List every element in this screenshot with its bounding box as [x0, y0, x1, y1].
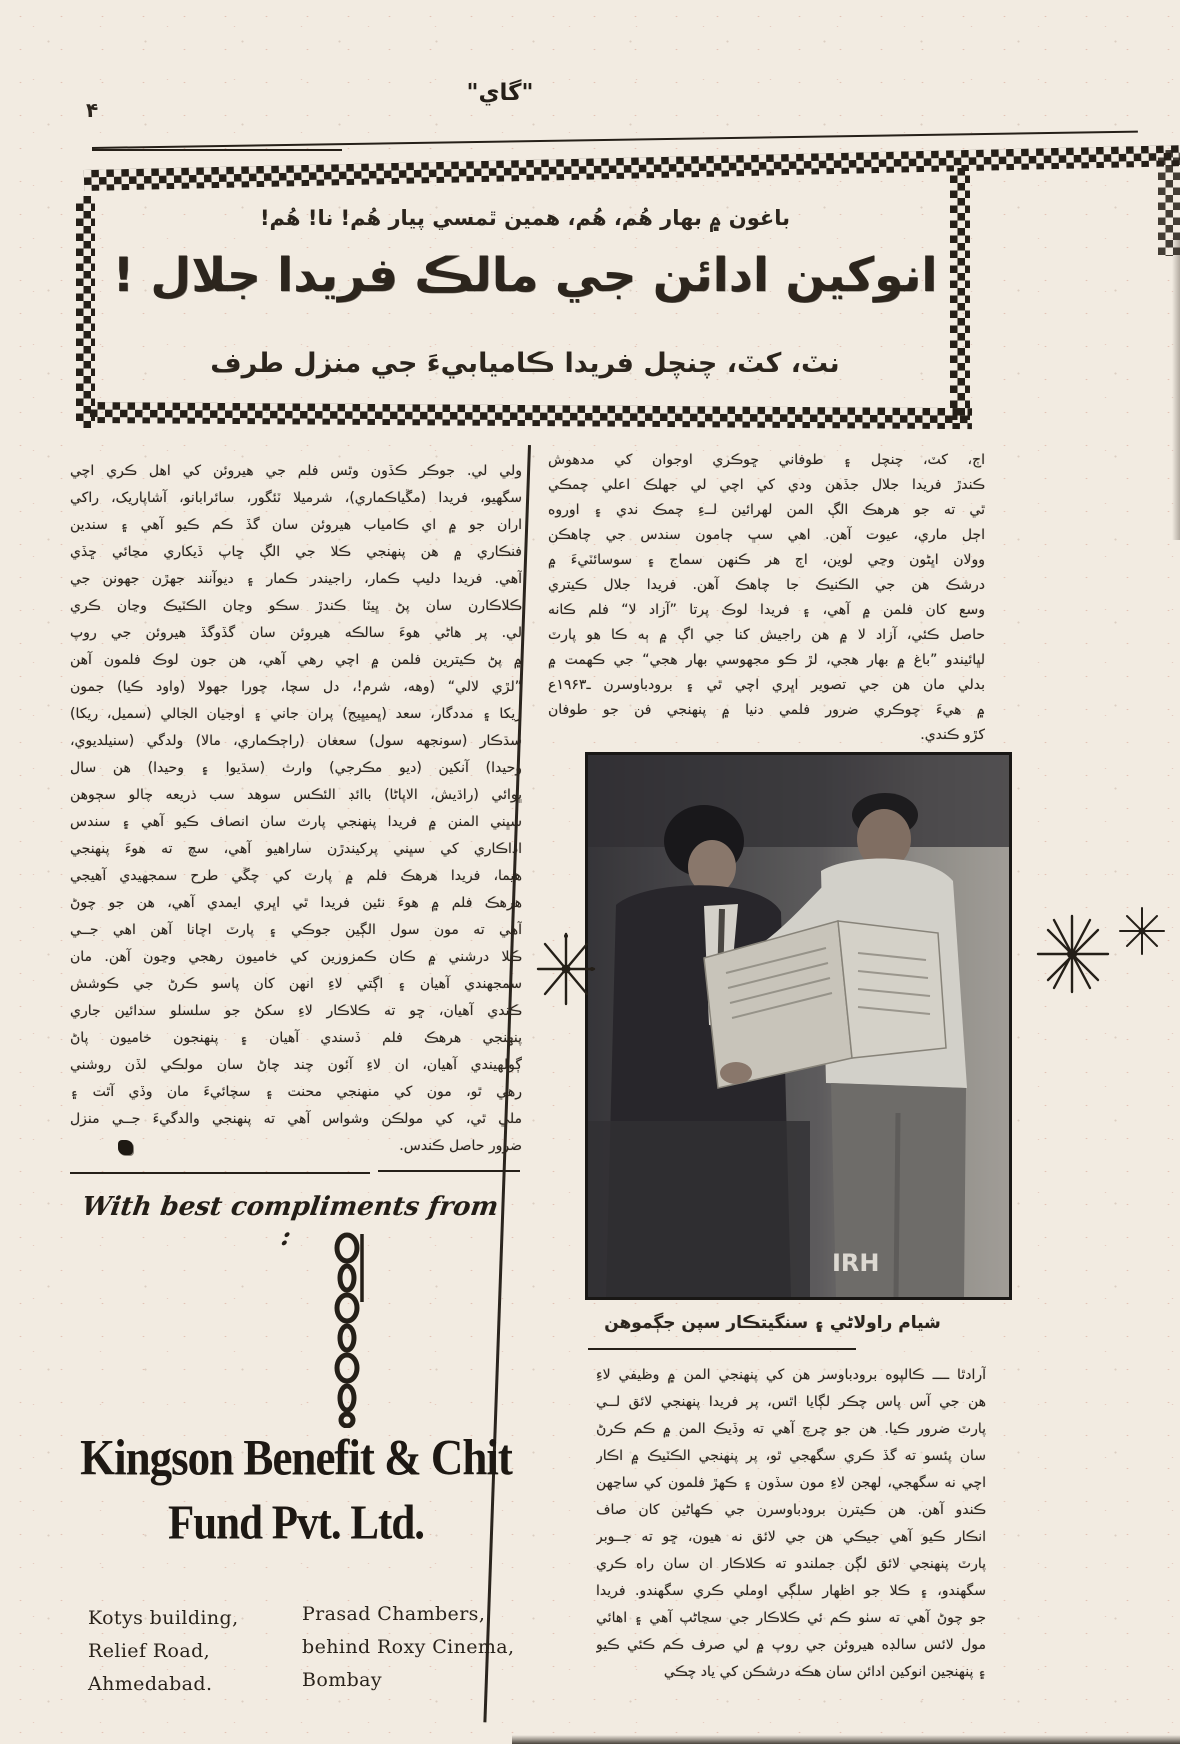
scan-edge-smudge-right: [1172, 240, 1180, 540]
masthead-title: "گاي": [466, 80, 534, 106]
text-line: سمجهندي آهيان ۽ اڳتي لاءِ انهن کان پاسو ڪرڻ جي ڪوشش: [70, 976, 522, 992]
header-rule-segment: [92, 149, 342, 151]
text-line: درشڪ هن جي الڪنيڪ جا چاهڪ آهن. فريدا جلال ڪيتري: [548, 577, 985, 593]
text-line: ڪندو آهن. هن ڪيترن برودباوسرن جي ڪهاڻين کان صاف: [596, 1502, 986, 1518]
text-line: ملي ٿي، کي مولڪن وشواس آهي ته پنهنجي والدگيءَ جــي منزل: [70, 1111, 522, 1127]
text-line: Ahmedabad.: [88, 1673, 213, 1695]
checker-border-bottom: [90, 402, 972, 429]
text-line: هيما، فريدا هرهڪ فلم ۾ پارٽ کي چڱي طرح سمجهيدي آهيجي: [70, 868, 522, 884]
compliments-text: With best compliments from :: [79, 1192, 501, 1252]
company-name-line1: Kingson Benefit & Chit: [80, 1429, 512, 1486]
article-right-column-bottom: [596, 1362, 986, 1686]
text-line: آهي ته مون سول الڳين جوڪي ۽ پارٽ اچانا آهن اهي جــي: [70, 922, 522, 938]
caption-rule: [588, 1348, 856, 1350]
text-line: پارٽ ضرور ڪيا. هن جو چرچ آهي ته وڏيڪ المن ۾ ڪم ڪرڻ: [596, 1421, 986, 1437]
end-of-article-ornament-icon: [118, 1140, 133, 1155]
ad-subheadline: نٽ، کٽ، چنچل فريدا ڪاميابيءَ جي منزل طرف: [210, 348, 840, 379]
text-line: اران جو ۾ اي ڪامياب هيروئن سان گڏ ڪم ڪيو آهي ۽ سندين: [70, 517, 522, 533]
checker-border-top: [84, 145, 1180, 191]
text-line: سڌڪار (سونجهه سول) سعغان (راڄڪماري، مالا) ولدگي (سنيلديوي،: [70, 733, 522, 749]
sparkle-left-icon: [534, 928, 598, 1012]
text-line: ڀوائي (راڌيش، الاپاڻا) باائڊ الئڪس سوهد سب ذريعه چالو سڄوهن: [70, 787, 522, 803]
text-line: اڄ، کٽ، چنچل ۽ طوفاني ڇوڪري اوجوان کي مدهوش: [548, 452, 985, 468]
text-line: وحيدا) آنکين (ديو مڪرجي) وارث (سڌيوا ۽ وحيدا) هن سال: [70, 760, 522, 776]
article-photo: [585, 752, 1012, 1300]
text-line: سگهيو، فريدا (مڱياڪماري)، شرميلا ٽئگور، سائرابانو، آشاپاريک، راکي: [70, 490, 522, 506]
text-line: پنهنجي هرهڪ فلم ڏسندي آهيان ۽ پنهنجون خاميون پاڻ: [70, 1030, 522, 1046]
text-line: ۾ پڻ ڪيترين فلمن ۾ اچي رهي آهي، هن جون لوڪ فلمون آهن: [70, 652, 522, 668]
text-line: Relief Road,: [88, 1640, 211, 1662]
text-line: سان پئسو ته گڏ ڪري سگهجي ٿو، پر پنهنجي الڪٽيڪ ۾ اڪار: [596, 1448, 986, 1464]
photo-illustration: [588, 755, 1009, 1297]
text-line: ۾ هيءَ چوڪري ضرور فلمي دنيا ۾ پنهنجي فن جو طوفان: [548, 702, 985, 718]
text-line: فنڪاري ۾ هن پنهنجي ڪلا جي الڳ ڇاپ ڏيکاري مڃائي ڇڏي: [70, 544, 522, 560]
text-line: لڀائيندو ”باغ ۾ بهار هجي، لڙ ڪو مجهوسي بهار هجي“ جي ڪهمت ۾: [548, 652, 985, 668]
company-address-right: [302, 1598, 527, 1697]
text-line: Prasad Chambers,: [302, 1603, 486, 1625]
text-line: behind Roxy Cinema,: [302, 1636, 515, 1658]
text-line: بدلي مان هن جي تصوير اڀري اچي ٿي ۽ برودباوسرن ـ۱۹۶۳ع: [548, 677, 985, 693]
checker-border-right: [950, 168, 970, 420]
header-rule: [92, 131, 1138, 149]
photo-caption: شيام راولاڻي ۽ سنگيتڪار سپن جڳموهن: [604, 1313, 941, 1333]
article-right-column-top: [548, 448, 985, 748]
text-line: ڪلا درشني ۾ ڪان ڪمزورين کي خاميون رهجي وڃون آهن. مان: [70, 949, 522, 965]
text-line: Kotys building,: [88, 1607, 239, 1629]
text-line: پارٽ پنهنجي لائق لڳن جملندو ته ڪلاڪار ان سان راه ڪري: [596, 1556, 986, 1572]
page-number: ۴: [86, 98, 99, 122]
text-line: ڪندي آهيان، ڇو ته ڪلاڪار لاءِ سکڻ جو سلسلو سدائين جاري: [70, 1003, 522, 1019]
text-line: کڙو ڪندي.: [920, 727, 985, 743]
text-line: ولي لي. جوڪر ڪڏون وٿس فلم جي هيروئن کي اهل ڪري اچي: [70, 463, 522, 479]
ad-separator-rule-segment: [378, 1170, 520, 1172]
text-line: وولان اڀڻون وڃي لوين، اڄ هر ڪنهن سماج ۽ سوسائٽيءَ ۾: [548, 552, 985, 568]
text-line: ضرور حاصل ڪندس.: [399, 1138, 522, 1154]
text-line: حاصل ڪئي، آزاد لا ۾ هن راجيش کنا جي اڳ ۾ ٻه ڪا هو پارٽ: [548, 627, 985, 643]
scan-edge-smudge-bottom: [512, 1735, 1180, 1744]
text-line: وسع کان فلمن ۾ آهي، ۽ فريدا لوڪ پرتا ”آزاد لا“ فلم ڪانه: [548, 602, 985, 618]
ad-headline: انوکين ادائن جي مالڪ فريدا جلال !: [112, 248, 938, 303]
text-line: آهي. فريدا دليپ ڪمار، راجيندر ڪمار ۽ ديوآنند جهڙن جهونن جي: [70, 571, 522, 587]
ad-tagline: باغون ۾ بهار هُم، هُم، همين ٿمسي پيار هُم! نا! هُم!: [259, 206, 791, 230]
text-line: مول لائس سالڊه هيروئن جي روپ ۾ لي صرف ڪم ڪئي ڪيو: [596, 1637, 986, 1653]
text-line: اڄل ماري، عيوت آهن. اهي سڀ ڄامون سندس جي چاهڪن: [548, 527, 985, 543]
sparkle-right-icon: [1020, 902, 1172, 1002]
company-address-left: [88, 1602, 298, 1701]
text-line: ٿي ته جو هرهڪ الڳ المن لهرائين لــءِ چمڪ ندي ۽ اوروه: [548, 502, 985, 518]
text-line: هن جي آس پاس چڪر لڳايا اٿس، پر فريدا پنهنجي لائق لــي: [596, 1394, 986, 1410]
text-line: سگهندو، ۽ ڪلا جو اظهار سلڳي اوملي ڪري سگهندو. فريدا: [596, 1583, 986, 1599]
photo-sign-text: IRH: [832, 1249, 880, 1277]
text-line: ڪلاڪارن سان پڻ ڀيٽا ڪندڙ سڪو وڃان الڪٽيڪ وڃان ڪري: [70, 598, 522, 614]
text-line: انڪار ڪيو آهي جيڪي هن جي لائق نه هيون، ڇو ته جــوبر: [596, 1529, 986, 1545]
company-name-line2: Fund Pvt. Ltd.: [167, 1497, 424, 1550]
text-line: آرادٿا ــــ ڪالپوه برودباوسر هن کي پنهنجي المن ۾ وظيفي لاءِ: [596, 1367, 986, 1383]
text-line: اداڪاري کي سڀني پرکيندڙن ساراهيو آهي، سچ ته هوءَ پنهنجي: [70, 841, 522, 857]
ad-separator-rule: [70, 1172, 370, 1174]
article-left-column: [70, 458, 522, 1160]
text-line: لي. پر هاڻي هوءَ سالڪه هيروئن سان گڏوگڏ هيروئن جي روپ: [70, 625, 522, 641]
text-line: ريکا ۽ مددگار، سعد (ڀميڀيج) پران جاني ۽ اوجيان الجالي (سميل، ريکا): [70, 706, 522, 722]
text-line: سڀني المنن ۾ فريدا پنهنجي پارٽ سان انصاف ڪيو آهي ۽ سندس: [70, 814, 522, 830]
text-line: ”لڙي لالي“ (وهه، شرم!، دل سچا، چورا جهولا (واود ڪيا) جمون: [70, 679, 522, 695]
text-line: ۽ پنهنجين انوکين ادائن سان هڪه درشڪن کي ياد چڪي: [663, 1664, 986, 1680]
text-line: Bombay: [302, 1669, 383, 1691]
text-line: هرهڪ فلم ۾ هوءَ نئين فريدا ٿي اڀري ايمدي آهي، هن جو چوڻ: [70, 895, 522, 911]
chain-ornament-icon: [322, 1232, 376, 1428]
text-line: جو چوڻ آهي ته سٺو ڪم ئي ڪلاڪار جي سڃاڻپ آهي ۽ اهائي: [596, 1610, 986, 1626]
text-line: ڪندڙ فريدا جلال جڏهن ودي کي اچي لي جهلڪ اعلي چمڪي: [548, 477, 985, 493]
text-line: اچي نه سگهجي، لهجن لاءِ مون سڏون ۽ ڪهڙ فلمون کي ساڃهن: [596, 1475, 986, 1491]
text-line: رهي ٿو، مون کي منهنجي محنت ۽ سچائيءَ مان وڏي آٿت ۽: [70, 1084, 522, 1100]
text-line: ڳولهيندي آهيان، ان لاءِ آئون چند چاڻ سان مولڪي لڏن روشني: [70, 1057, 522, 1073]
checker-border-left: [76, 196, 95, 428]
